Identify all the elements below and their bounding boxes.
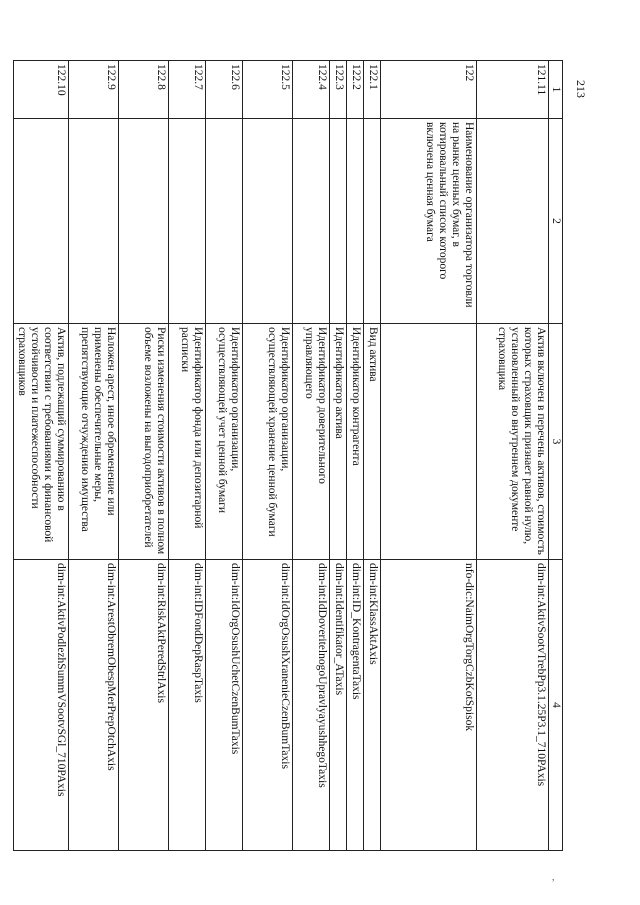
column-header: 4 bbox=[549, 560, 563, 851]
code-cell: dim-int:AktivPodlezhSummVSootvSGl_710PAxis bbox=[14, 560, 69, 851]
code-cell: dim-int:IdDoveritelnogoUpravlyayushhegoTaxis bbox=[293, 560, 330, 851]
data-table bbox=[13, 60, 563, 851]
footer-mark: , bbox=[552, 872, 555, 883]
table-row bbox=[119, 61, 169, 851]
row-number-cell: 121.11 bbox=[477, 61, 549, 119]
description-cell: Риски изменения стоимости активов в полном объеме возложены на выгодоприобретателей bbox=[119, 324, 169, 560]
table-row bbox=[243, 61, 293, 851]
code-cell: dim-int:RiskAktPeredStrlAxis bbox=[119, 560, 169, 851]
table-row bbox=[14, 61, 69, 851]
item-name-cell bbox=[69, 119, 119, 324]
description-cell bbox=[381, 324, 477, 560]
description-cell: Актив, подлежащий суммированию в соответствии с требованиями к финансовой устойчивости и платежеспособности страховщиков bbox=[14, 324, 69, 560]
row-number-cell: 122.6 bbox=[206, 61, 243, 119]
description-cell: Наложен арест, иное обременение или применены обеспечительные меры, препятствующие отчуждению имущества bbox=[69, 324, 119, 560]
code-cell: dim-int:Identifikator_ATaxis bbox=[330, 560, 347, 851]
table-header-row bbox=[549, 61, 563, 851]
table-row bbox=[169, 61, 206, 851]
row-number-cell: 122.10 bbox=[14, 61, 69, 119]
item-name-cell bbox=[330, 119, 347, 324]
item-name-cell bbox=[364, 119, 381, 324]
row-number-cell: 122.7 bbox=[169, 61, 206, 119]
code-cell: dim-int:IdOrgOsushXranenieCzenBumTaxis bbox=[243, 560, 293, 851]
description-cell: Идентификатор организации, осуществляющей учет ценной бумаги bbox=[206, 324, 243, 560]
table-row bbox=[69, 61, 119, 851]
table-row bbox=[381, 61, 477, 851]
item-name-cell: Наименование организатора торговли на рынке ценных бумаг, в котировальный список которого включена ценная бумага bbox=[381, 119, 477, 324]
code-cell: dim-int:IDFondDepRaspTaxis bbox=[169, 560, 206, 851]
description-cell: Идентификатор доверительного управляющего bbox=[293, 324, 330, 560]
item-name-cell bbox=[14, 119, 69, 324]
table-row bbox=[293, 61, 330, 851]
item-name-cell bbox=[477, 119, 549, 324]
description-cell: Идентификатор организации, осуществляющей хранение ценной бумаги bbox=[243, 324, 293, 560]
table-row bbox=[364, 61, 381, 851]
row-number-cell: 122.3 bbox=[330, 61, 347, 119]
description-cell: Идентификатор фонда или депозитарной расписки bbox=[169, 324, 206, 560]
table-row bbox=[330, 61, 347, 851]
code-cell: dim-int:ID_KontragentaTaxis bbox=[347, 560, 364, 851]
table-row bbox=[206, 61, 243, 851]
row-number-cell: 122.2 bbox=[347, 61, 364, 119]
code-cell: dim-int:IdOrgOsushUchetCzenBumTaxis bbox=[206, 560, 243, 851]
column-header: 1 bbox=[549, 61, 563, 119]
code-cell: dim-int:AktivSootvTrebPp3.1.25P3.1_710PAxis bbox=[477, 560, 549, 851]
item-name-cell bbox=[119, 119, 169, 324]
description-cell: Вид актива bbox=[364, 324, 381, 560]
row-number-cell: 122 bbox=[381, 61, 477, 119]
description-cell: Идентификатор контрагента bbox=[347, 324, 364, 560]
row-number-cell: 122.4 bbox=[293, 61, 330, 119]
row-number-cell: 122.9 bbox=[69, 61, 119, 119]
item-name-cell bbox=[169, 119, 206, 324]
row-number-cell: 122.8 bbox=[119, 61, 169, 119]
row-number-cell: 122.1 bbox=[364, 61, 381, 119]
description-cell: Актив включен в перечень активов, стоимость которых страховщик признает равной нулю, установленный во внутреннем документе страховщика bbox=[477, 324, 549, 560]
row-number-cell: 122.5 bbox=[243, 61, 293, 119]
code-cell: dim-int:KlassAktAxis bbox=[364, 560, 381, 851]
description-cell: Идентификатор актива bbox=[330, 324, 347, 560]
item-name-cell bbox=[206, 119, 243, 324]
page-number: 213 bbox=[574, 80, 588, 98]
code-cell: nfo-dic:NaimOrgTorgCzbKotSpisok bbox=[381, 560, 477, 851]
column-header: 3 bbox=[549, 324, 563, 560]
code-cell: dim-int:ArestObremObespMerPrepOtchAxis bbox=[69, 560, 119, 851]
item-name-cell bbox=[243, 119, 293, 324]
item-name-cell bbox=[347, 119, 364, 324]
column-header: 2 bbox=[549, 119, 563, 324]
table-row bbox=[347, 61, 364, 851]
rotated-table-container bbox=[16, 60, 563, 850]
item-name-cell bbox=[293, 119, 330, 324]
table-row bbox=[477, 61, 549, 851]
